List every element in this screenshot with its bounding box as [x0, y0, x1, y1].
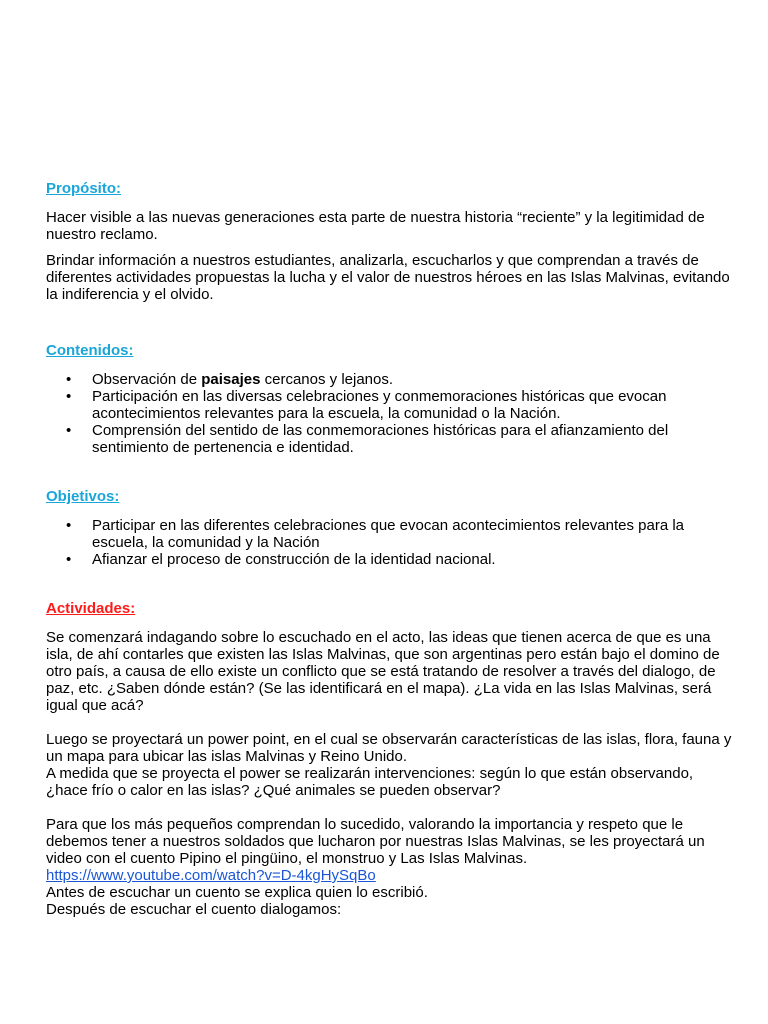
list-item: • Participar en las diferentes celebraciones que evocan acontecimientos relevantes para la escuela, la comunidad y la Nación [46, 517, 736, 551]
list-item: • Afianzar el proceso de construcción de la identidad nacional. [46, 551, 736, 568]
objetivos-heading: Objetivos: [46, 488, 120, 505]
actividades-link-line [46, 867, 736, 884]
actividades-paragraph-6: Después de escuchar el cuento dialogamos: [46, 901, 342, 918]
youtube-link[interactable]: https://www.youtube.com/watch?v=D-4kgHySqBo [46, 867, 376, 884]
contenidos-list [46, 371, 736, 456]
actividades-paragraph-5: Antes de escuchar un cuento se explica quien lo escribió. [46, 884, 428, 901]
contenidos-item-1-bold: paisajes [201, 371, 261, 388]
proposito-heading: Propósito: [46, 180, 121, 197]
document-body [46, 180, 736, 918]
actividades-paragraph-3: A medida que se proyecta el power se realizarán intervenciones: según lo que están observando, ¿hace frío o calor en las islas? ¿Qué animales se pueden observar? [46, 765, 694, 799]
contenidos-item-1-post: cercanos y lejanos. [260, 371, 394, 388]
proposito-paragraph-1: Hacer visible a las nuevas generaciones esta parte de nuestra historia “reciente” y la legitimidad de nuestro reclamo. [46, 209, 705, 243]
objetivos-list [46, 517, 736, 568]
list-item [46, 371, 736, 388]
actividades-heading: Actividades: [46, 600, 136, 617]
actividades-paragraph-2: Luego se proyectará un power point, en el cual se observarán características de las islas, flora, fauna y un mapa para ubicar las islas Malvinas y Reino Unido. [46, 731, 732, 765]
actividades-paragraph-1: Se comenzará indagando sobre lo escuchado en el acto, las ideas que tienen acerca de que es una isla, de ahí contarles que existen las Islas Malvinas, que son argentinas pero están bajo el domino de otro país, a causa de ello existe un conflicto que se está tratando de resolver a través del dialogo, de paz, etc. ¿Saben dónde están? (Se las identificará en el mapa). ¿La vida en las Islas Malvinas, será igual que acá? [46, 629, 720, 714]
list-item: • Comprensión del sentido de las conmemoraciones históricas para el afianzamiento del sentimiento de pertenencia e identidad. [46, 422, 736, 456]
actividades-paragraph-4: Para que los más pequeños comprendan lo sucedido, valorando la importancia y respeto que le debemos tener a nuestros soldados que lucharon por nuestras Islas Malvinas, se les proyectará un video con el cuento Pipino el pingüino, el monstruo y Las Islas Malvinas. [46, 816, 705, 867]
contenidos-item-1-pre: Observación de [92, 371, 202, 388]
proposito-paragraph-2: Brindar información a nuestros estudiantes, analizarla, escucharlos y que comprendan a través de diferentes actividades propuestas la lucha y el valor de nuestros héroes en las Islas Malvinas, evitando la indiferencia y el olvido. [46, 252, 730, 303]
contenidos-heading: Contenidos: [46, 342, 134, 359]
list-item: • Participación en las diversas celebraciones y conmemoraciones históricas que evocan acontecimientos relevantes para la escuela, la comunidad o la Nación. [46, 388, 736, 422]
